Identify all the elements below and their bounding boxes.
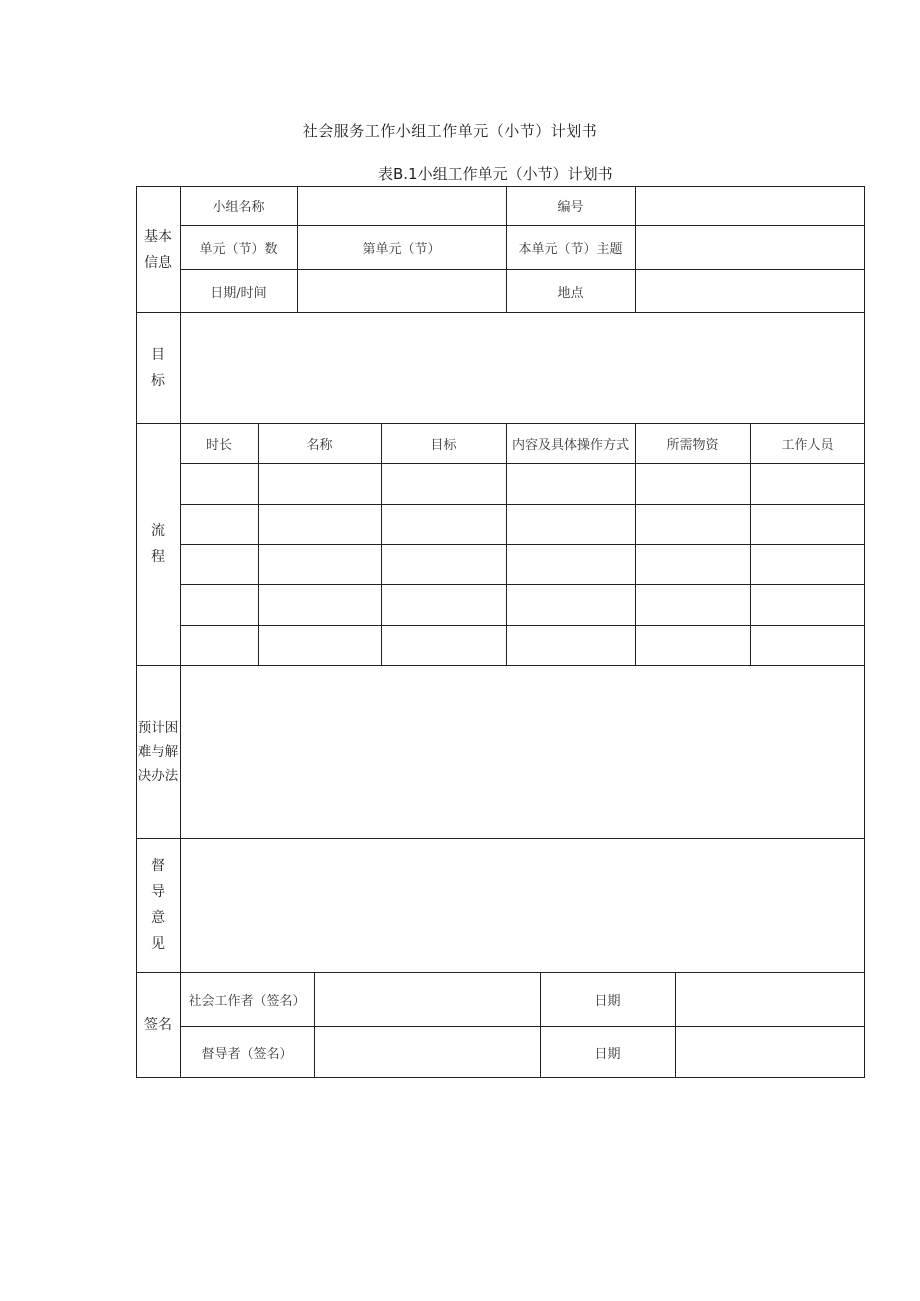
social-worker-date-label: 日期: [594, 993, 621, 1009]
group-name-field[interactable]: [297, 186, 506, 225]
process-table-cell[interactable]: [750, 584, 865, 625]
plan-form-table: [136, 186, 865, 1078]
process-table-cell[interactable]: [506, 463, 635, 504]
process-table-cell[interactable]: [750, 504, 865, 544]
process-table-cell[interactable]: [381, 463, 506, 504]
supervisor-date-field[interactable]: [675, 1026, 865, 1078]
unit-count-label: 单元（节）数: [199, 241, 278, 257]
difficulties-field[interactable]: [180, 665, 865, 838]
location-label: 地点: [557, 285, 584, 301]
group-name-label: 小组名称: [212, 200, 265, 215]
process-table-cell[interactable]: [750, 625, 865, 665]
process-table-cell[interactable]: [506, 625, 635, 665]
process-table-cell[interactable]: [381, 504, 506, 544]
process-table-cell[interactable]: [258, 625, 381, 665]
objectives-field[interactable]: [180, 313, 865, 423]
process-table-cell[interactable]: [258, 463, 381, 504]
social-worker-date-field[interactable]: [675, 972, 865, 1026]
process-table-cell[interactable]: [750, 463, 865, 504]
process-table-cell[interactable]: [381, 544, 506, 584]
process-table-cell[interactable]: [180, 504, 258, 544]
process-table-cell[interactable]: [381, 625, 506, 665]
process-column-header: 所需物资: [666, 437, 719, 453]
supervision-section-label: 督 导 意 见: [151, 858, 165, 952]
document-title: 社会服务工作小组工作单元（小节）计划书: [302, 122, 598, 140]
serial-number-field[interactable]: [635, 186, 865, 225]
process-table-cell[interactable]: [258, 504, 381, 544]
unit-theme-field[interactable]: [635, 225, 865, 269]
process-table-cell[interactable]: [635, 544, 750, 584]
objectives-section-label: 目 标: [151, 347, 165, 389]
process-table-cell[interactable]: [635, 625, 750, 665]
process-table-cell[interactable]: [180, 544, 258, 584]
difficulties-section-label: 预计困 难与解 决办法: [137, 719, 179, 784]
social-worker-signature-field[interactable]: [314, 972, 540, 1026]
process-table-cell[interactable]: [258, 584, 381, 625]
process-table-cell[interactable]: [180, 625, 258, 665]
basic-info-section-label: 基本 信息: [144, 228, 172, 271]
unit-theme-label: 本单元（节）主题: [518, 241, 623, 257]
social-worker-signature-label: 社会工作者（签名）: [188, 993, 306, 1009]
datetime-label: 日期/时间: [210, 285, 267, 301]
supervisor-signature-field[interactable]: [314, 1026, 540, 1078]
process-table-cell[interactable]: [180, 584, 258, 625]
location-field[interactable]: [635, 269, 865, 313]
process-column-header: 内容及具体操作方式: [511, 437, 629, 453]
signatures-section-label: 签名: [144, 1017, 172, 1033]
process-table-cell[interactable]: [381, 584, 506, 625]
supervision-field[interactable]: [180, 838, 865, 972]
process-table-cell[interactable]: [635, 463, 750, 504]
process-table-cell[interactable]: [635, 584, 750, 625]
process-table-cell[interactable]: [180, 463, 258, 504]
serial-number-label: 编号: [557, 200, 584, 215]
supervisor-date-label: 日期: [594, 1046, 621, 1062]
process-table-cell[interactable]: [258, 544, 381, 584]
process-table-cell[interactable]: [506, 584, 635, 625]
datetime-field[interactable]: [297, 269, 506, 313]
process-table-cell[interactable]: [635, 504, 750, 544]
process-section-label: 流 程: [151, 523, 165, 565]
process-table-cell[interactable]: [506, 544, 635, 584]
process-table-cell[interactable]: [750, 544, 865, 584]
process-column-header: 目标: [430, 437, 457, 453]
supervisor-signature-label: 督导者（签名）: [201, 1046, 293, 1062]
process-column-header: 工作人员: [781, 437, 834, 453]
unit-number-field[interactable]: 第单元（节）: [362, 241, 441, 257]
process-column-header: 时长: [205, 437, 232, 453]
process-table-cell[interactable]: [506, 504, 635, 544]
table-caption: 表B.1小组工作单元（小节）计划书: [378, 165, 613, 183]
process-column-header: 名称: [306, 437, 333, 453]
